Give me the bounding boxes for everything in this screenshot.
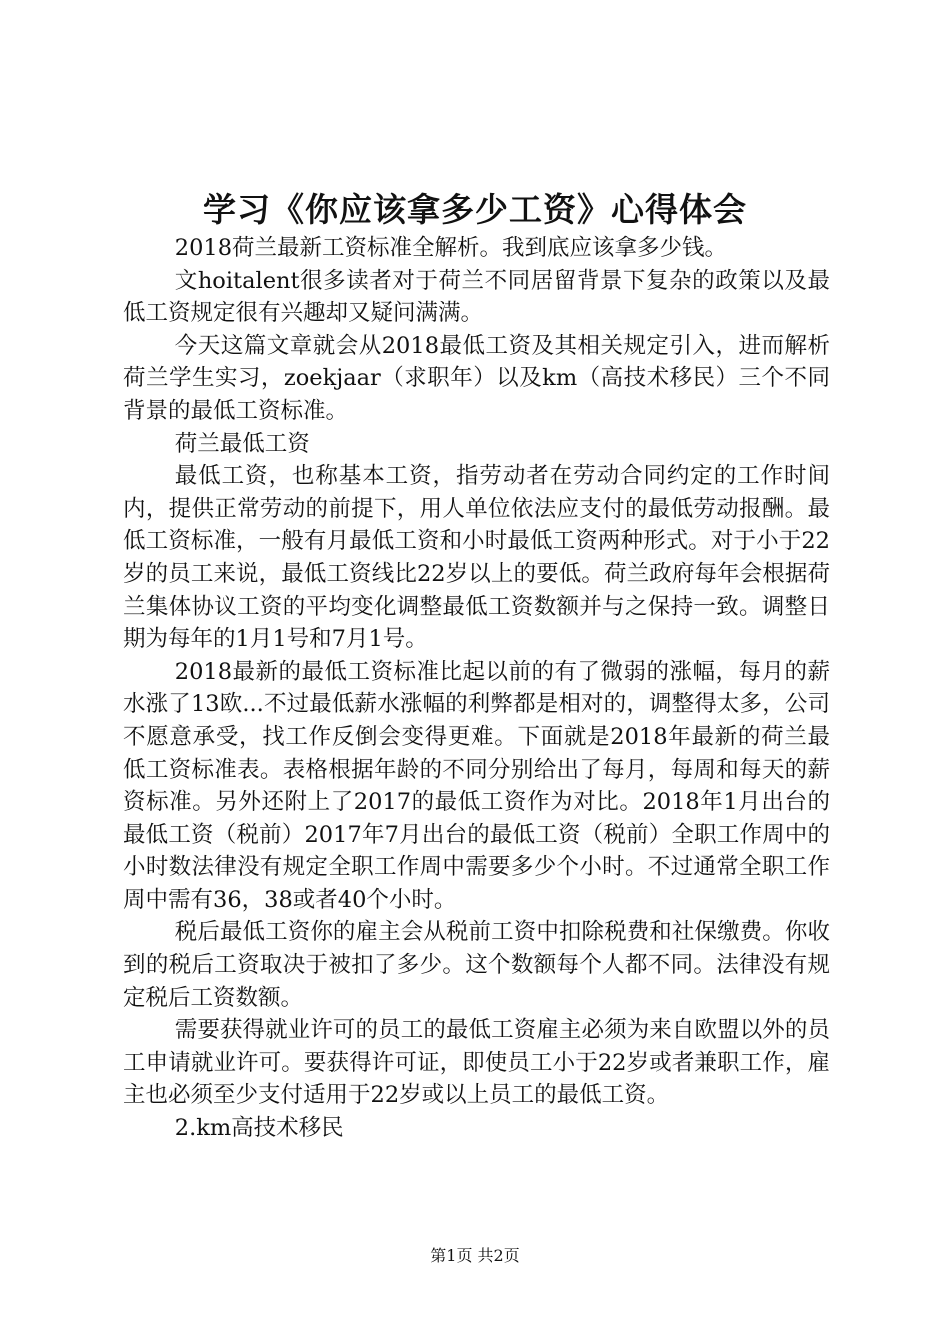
paragraph: 最低工资，也称基本工资，指劳动者在劳动合同约定的工作时间内，提供正常劳动的前提下，用人单位依法应支付的最低劳动报酬。最低工资标准，一般有月最低工资和小时最低工资两种形式。对于小于22岁的员工来说，最低工资线比22岁以上的要低。荷兰政府每年会根据荷兰集体协议工资的平均变化调整最低工资数额并与之保持一致。调整日期为每年的1月1号和7月1号。 <box>123 463 830 653</box>
paragraph: 文hoitalent很多读者对于荷兰不同居留背景下复杂的政策以及最低工资规定很有兴趣却又疑问满满。 <box>123 267 830 327</box>
section-heading: 2.km高技术移民 <box>174 1115 344 1142</box>
page-number-footer: 第1页 共2页 <box>430 1246 520 1265</box>
paragraph: 2018最新的最低工资标准比起以前的有了微弱的涨幅，每月的薪水涨了13欧...不过最低薪水涨幅的利弊都是相对的，调整得太多，公司不愿意承受，找工作反倒会变得更难。下面就是2018年最新的荷兰最低工资标准表。表格根据年龄的不同分别给出了每月，每周和每天的薪资标准。另外还附上了2017的最低工资作为对比。2018年1月出台的最低工资（税前）2017年7月出台的最低工资（税前）全职工作周中的小时数法律没有规定全职工作周中需要多少个小时。不过通常全职工作周中需有36，38或者40个小时。 <box>123 658 830 913</box>
document-body <box>123 232 830 1145</box>
document-title: 学习《你应该拿多少工资》心得体会 <box>203 190 747 229</box>
section-heading: 荷兰最低工资 <box>174 430 310 457</box>
paragraph: 税后最低工资你的雇主会从税前工资中扣除税费和社保缴费。你收到的税后工资取决于被扣了多少。这个数额每个人都不同。法律没有规定税后工资数额。 <box>123 919 830 1011</box>
paragraph: 今天这篇文章就会从2018最低工资及其相关规定引入，进而解析荷兰学生实习，zoekjaar（求职年）以及km（高技术移民）三个不同背景的最低工资标准。 <box>123 332 830 424</box>
paragraph: 2018荷兰最新工资标准全解析。我到底应该拿多少钱。 <box>174 235 728 261</box>
paragraph: 需要获得就业许可的员工的最低工资雇主必须为来自欧盟以外的员工申请就业许可。要获得许可证，即使员工小于22岁或者兼职工作，雇主也必须至少支付适用于22岁或以上员工的最低工资。 <box>123 1017 830 1109</box>
